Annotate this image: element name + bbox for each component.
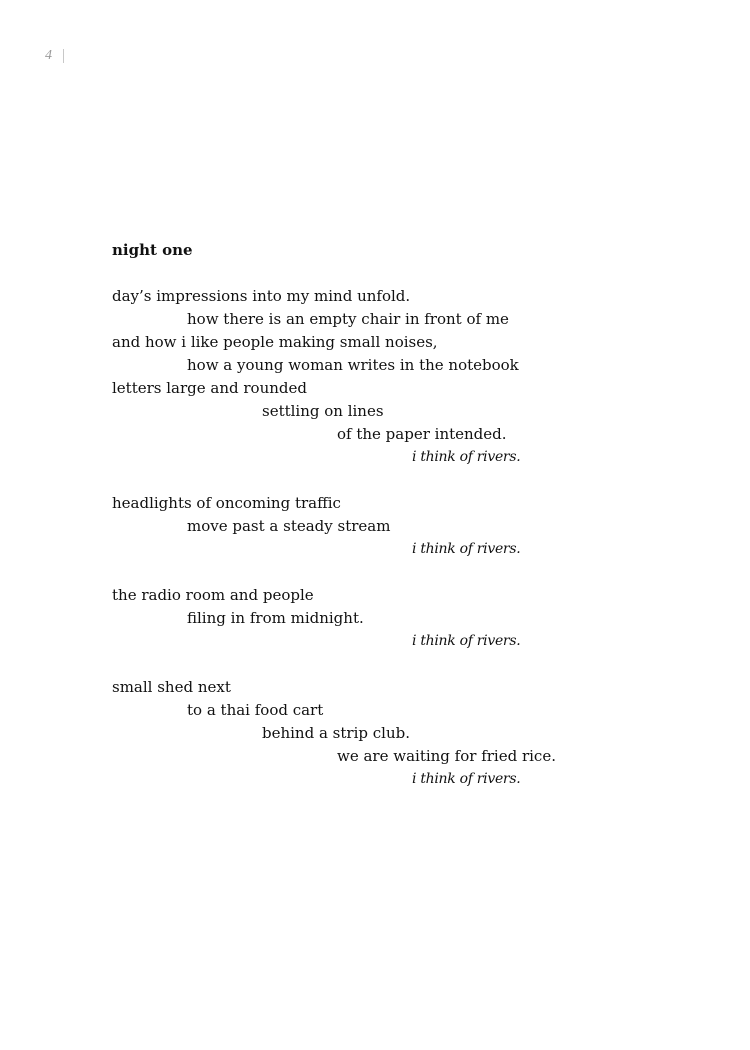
poem-line: how there is an empty chair in front of me bbox=[187, 310, 509, 328]
stanza bbox=[112, 285, 712, 469]
refrain-line: i think of rivers. bbox=[412, 449, 521, 465]
poem-line: filing in from midnight. bbox=[187, 609, 364, 627]
page-header bbox=[45, 48, 64, 64]
poem-title: night one bbox=[112, 241, 193, 259]
poem-body bbox=[112, 285, 712, 791]
poem-line: to a thai food cart bbox=[187, 701, 324, 719]
poem-line: headlights of oncoming traffic bbox=[112, 494, 341, 512]
poem bbox=[112, 239, 712, 814]
poem-line: settling on lines bbox=[262, 402, 384, 420]
stanza bbox=[112, 676, 712, 791]
refrain-line: i think of rivers. bbox=[412, 771, 521, 787]
poem-line: and how i like people making small noises, bbox=[112, 333, 438, 351]
stanza bbox=[112, 492, 712, 561]
poem-line: move past a steady stream bbox=[187, 517, 391, 535]
header-separator bbox=[63, 49, 64, 63]
refrain-line: i think of rivers. bbox=[412, 541, 521, 557]
poem-line: we are waiting for fried rice. bbox=[337, 747, 556, 765]
poem-line: day’s impressions into my mind unfold. bbox=[112, 287, 411, 305]
poem-line: behind a strip club. bbox=[262, 724, 410, 742]
stanza bbox=[112, 584, 712, 653]
refrain-line: i think of rivers. bbox=[412, 633, 521, 649]
page-number: 4 bbox=[45, 48, 52, 63]
poem-line: the radio room and people bbox=[112, 586, 314, 604]
poem-line: small shed next bbox=[112, 678, 231, 696]
poem-line: letters large and rounded bbox=[112, 379, 307, 397]
poem-line: how a young woman writes in the notebook bbox=[187, 356, 519, 374]
poem-line: of the paper intended. bbox=[337, 425, 507, 443]
